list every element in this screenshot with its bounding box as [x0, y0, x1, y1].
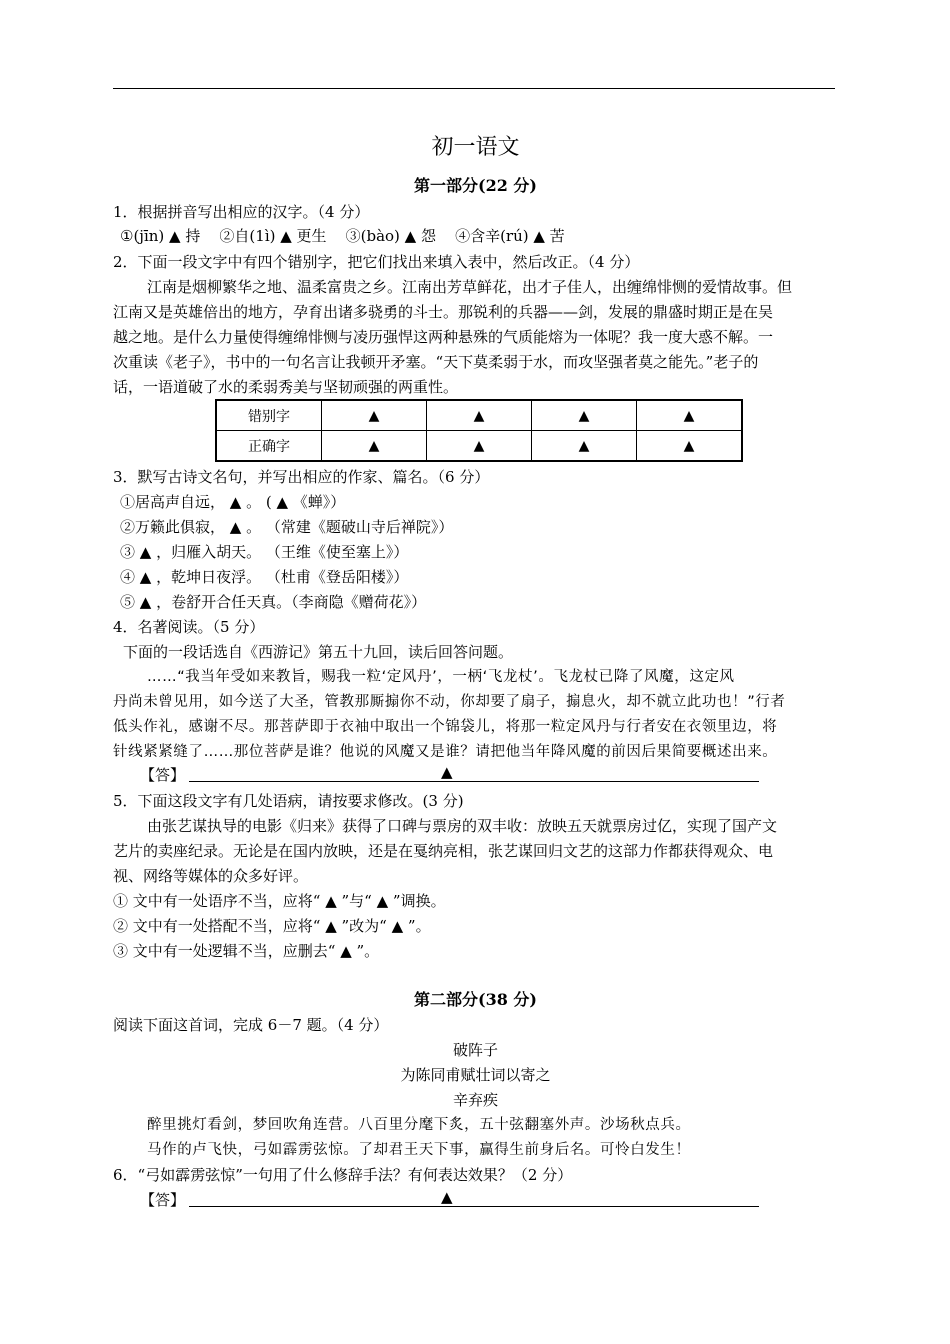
- q4-excerpt-line: ……“我当年受如来教旨，赐我一粒‘定风丹’，一柄‘飞龙杖’。飞龙杖已降了风魔，这定风: [147, 669, 735, 685]
- answer-cell[interactable]: ▲: [427, 400, 532, 431]
- q1-item: ①(jīn) ▲ 持: [120, 227, 201, 245]
- table-row: [216, 431, 742, 462]
- part2-heading: 第二部分(38 分): [414, 990, 537, 1009]
- answer-cell[interactable]: ▲: [637, 400, 743, 431]
- header-rule: [113, 88, 835, 89]
- poem-subtitle: 为陈同甫赋壮词以寄之: [400, 1066, 551, 1084]
- table-row: [216, 400, 742, 431]
- q5-prompt: 5．下面这段文字有几处语病，请按要求修改。(3 分): [113, 792, 464, 810]
- q5-passage-line: 艺片的卖座纪录。无论是在国内放映，还是在戛纳亮相，张艺谋回归文艺的这部力作都获得观众、电: [113, 842, 774, 860]
- q6-answer-row: [140, 1188, 865, 1212]
- q3-prompt: 3．默写古诗文名句，并写出相应的作家、篇名。（6 分）: [113, 468, 490, 486]
- answer-cell[interactable]: ▲: [532, 400, 637, 431]
- q5-item: ① 文中有一处语序不当，应将“ ▲ ”与“ ▲ ”调换。: [113, 892, 446, 910]
- answer-cell[interactable]: ▲: [637, 431, 743, 462]
- answer-marker: ▲: [441, 1188, 453, 1206]
- q4-answer-row: [140, 763, 865, 787]
- q4-prompt: 4．名著阅读。（5 分）: [113, 618, 265, 636]
- answer-cell[interactable]: ▲: [532, 431, 637, 462]
- q3-item: ①居高声自远， ▲ 。 ( ▲ 《蝉》）: [120, 493, 346, 511]
- q5-passage-line: 视、网络等媒体的众多好评。: [113, 867, 309, 885]
- q3-item: ⑤ ▲ ，卷舒开合任天真。（李商隐《赠荷花》）: [120, 593, 427, 611]
- q4-excerpt-line: 针线紧紧缝了……那位菩萨是谁？他说的风魔又是谁？请把他当年降风魔的前因后果简要概述出来。: [113, 744, 778, 760]
- q3-item: ④ ▲ ，乾坤日夜浮。 （杜甫《登岳阳楼》）: [120, 568, 409, 586]
- q4-excerpt-line: 低头作礼，感谢不尽。那菩萨即于衣袖中取出一个锦袋儿，将那一粒定风丹与行者安在衣领里边，将: [113, 719, 778, 735]
- q1-item: ②自(1ì) ▲ 更生: [219, 227, 327, 245]
- poem-line: 醉里挑灯看剑，梦回吹角连营。八百里分麾下炙，五十弦翻塞外声。沙场秋点兵。: [147, 1117, 691, 1133]
- q1-items: [120, 224, 845, 248]
- q4-excerpt-line: 丹尚未曾见用，如今送了大圣，管教那厮搧你不动，你却要了扇子，搧息火，却不就立此功也！”行者: [113, 694, 786, 710]
- q1-prompt: 1．根据拼音写出相应的汉字。（4 分）: [113, 203, 370, 221]
- q2-prompt: 2．下面一段文字中有四个错别字，把它们找出来填入表中，然后改正。（4 分）: [113, 253, 640, 271]
- q2-passage-line: 越之地。是什么力量使得缠绵悱恻与凌历强悍这两种悬殊的气质能熔为一体呢？我一度大惑不解。一: [113, 328, 774, 346]
- q2-passage-line: 次重读《老子》，书中的一句名言让我顿开矛塞。“天下莫柔弱于水，而攻坚强者莫之能先。”老子的: [113, 353, 759, 371]
- answer-cell[interactable]: ▲: [322, 431, 427, 462]
- poem-author: 辛弃疾: [452, 1091, 498, 1109]
- poem-title: 破阵子: [452, 1041, 498, 1059]
- answer-cell[interactable]: ▲: [427, 431, 532, 462]
- q2-passage-line: 话，一语道破了水的柔弱秀美与坚韧顽强的两重性。: [113, 378, 459, 396]
- q6-prompt: 6．“弓如霹雳弦惊”一句用了什么修辞手法？有何表达效果？（2 分）: [113, 1166, 573, 1184]
- q1-item: ③(bào) ▲ 怨: [345, 227, 436, 245]
- q1-item: ④含辛(rú) ▲ 苦: [455, 227, 565, 245]
- q2-passage-line: 江南又是英雄倍出的地方，孕育出诸多骁勇的斗士。那锐利的兵器——剑，发展的鼎盛时期正是在吴: [113, 303, 774, 321]
- answer-line[interactable]: [189, 1190, 759, 1207]
- part1-heading: 第一部分(22 分): [414, 176, 537, 195]
- q3-item: ②万籁此俱寂， ▲ 。 （常建《题破山寺后禅院》）: [120, 518, 454, 536]
- q3-item: ③ ▲ ，归雁入胡天。 （王维《使至塞上》）: [120, 543, 409, 561]
- answer-marker: ▲: [441, 763, 453, 781]
- q2-passage-line: 江南是烟柳繁华之地、温柔富贵之乡。江南出芳草鲜花，出才子佳人，出缠绵悱恻的爱情故事。但: [147, 278, 793, 296]
- q5-item: ③ 文中有一处逻辑不当，应删去“ ▲ ”。: [113, 942, 380, 960]
- answer-cell[interactable]: ▲: [322, 400, 427, 431]
- q5-item: ② 文中有一处搭配不当，应将“ ▲ ”改为“ ▲ ”。: [113, 917, 431, 935]
- answer-label: 【答】: [140, 766, 186, 784]
- part2-intro: 阅读下面这首词，完成 6－7 题。（4 分）: [113, 1016, 389, 1034]
- answer-label: 【答】: [140, 1191, 186, 1209]
- page-title: 初一语文: [431, 135, 520, 160]
- poem-line: 马作的卢飞快，弓如霹雳弦惊。了却君王天下事，赢得生前身后名。可怜白发生！: [147, 1142, 691, 1158]
- answer-line[interactable]: [189, 765, 759, 782]
- q4-intro: 下面的一段话选自《西游记》第五十九回，读后回答问题。: [123, 643, 514, 661]
- table-label-correct: 正确字: [216, 431, 322, 462]
- table-label-wrong: 错别字: [216, 400, 322, 431]
- typo-table: [215, 399, 743, 462]
- q5-passage-line: 由张艺谋执导的电影《归来》获得了口碑与票房的双丰收：放映五天就票房过亿，实现了国产文: [147, 817, 778, 835]
